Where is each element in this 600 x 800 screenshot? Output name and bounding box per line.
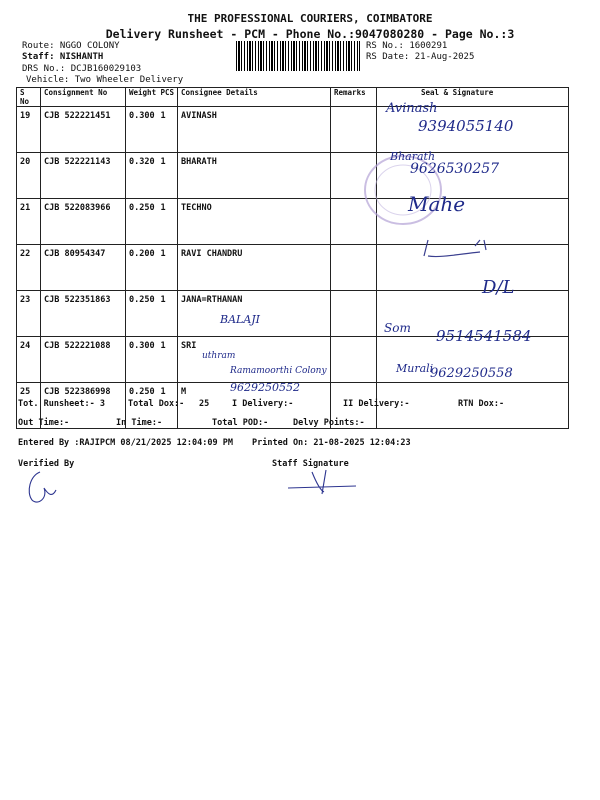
cell-consignee: JANA=RTHANAN (178, 291, 331, 337)
handwritten-consignee-row24: BALAJI (220, 313, 261, 326)
cell-weight: 0.250 (126, 383, 158, 429)
cell-pcs: 1 (158, 199, 178, 245)
rtn-dox: RTN Dox:- (458, 399, 505, 409)
cell-pcs: 1 (158, 153, 178, 199)
vehicle: Vehicle: Two Wheeler Delivery (26, 75, 184, 85)
i-delivery: I Delivery:- (232, 399, 294, 409)
cell-sno: 24 (17, 337, 41, 383)
cell-weight: 0.300 (126, 337, 158, 383)
in-time: In Time:- (116, 418, 163, 428)
cell-consignee: M (178, 383, 331, 429)
cell-consignee: SRI (178, 337, 331, 383)
staff-signature-mark (282, 468, 362, 496)
staff: Staff: NISHANTH (22, 52, 104, 62)
col-consignee: Consignee Details (178, 88, 331, 107)
handwritten-address-row25: Ramamoorthi Colony (230, 366, 327, 376)
cell-consignment: CJB 522351863 (41, 291, 126, 337)
col-pcs: PCS (158, 88, 178, 107)
handwritten-phone-row24: 9514541584 (436, 327, 532, 345)
printed-on: Printed On: 21-08-2025 12:04:23 (252, 438, 411, 448)
cell-pcs: 1 (158, 291, 178, 337)
handwritten-phone-row20: 9626530257 (410, 161, 500, 177)
cell-weight: 0.250 (126, 291, 158, 337)
cell-pcs: 1 (158, 245, 178, 291)
handwritten-phone-row25: 9629250552 (230, 381, 300, 394)
cell-remarks (331, 337, 377, 383)
rs-date: RS Date: 21-Aug-2025 (366, 52, 475, 62)
cell-consignee: AVINASH (178, 107, 331, 153)
cell-consignee: RAVI CHANDRU (178, 245, 331, 291)
handwritten-signature-row20: Bharath (390, 150, 436, 163)
handwritten-signature-phone-row25: 9629250558 (430, 366, 513, 381)
cell-consignment: CJB 522386998 (41, 383, 126, 429)
col-seal-signature: Seal & Signature (377, 88, 569, 107)
total-runsheet: Tot. Runsheet:- 3 (18, 399, 105, 409)
cell-pcs: 1 (158, 383, 178, 429)
handwritten-signature-row19: Avinash (386, 101, 438, 116)
cell-weight: 0.250 (126, 199, 158, 245)
cell-weight: 0.300 (126, 107, 158, 153)
cell-consignment: CJB 80954347 (41, 245, 126, 291)
cell-remarks (331, 107, 377, 153)
handwritten-mark-row23: D/L (482, 277, 515, 298)
ii-delivery: II Delivery:- (343, 399, 410, 409)
cell-consignment: CJB 522221451 (41, 107, 126, 153)
drs-number: DRS No.: DCJB160029103 (22, 64, 142, 74)
cell-consignment: CJB 522221088 (41, 337, 126, 383)
handwritten-scribble-row22 (420, 236, 510, 266)
cell-sno: 19 (17, 107, 41, 153)
handwritten-signature-row25: Murali (396, 362, 434, 375)
cell-remarks (331, 245, 377, 291)
total-pod: Total POD:- (212, 418, 269, 428)
handwritten-signature-row21: Mahe (408, 192, 466, 216)
verified-by-label: Verified By (18, 459, 75, 469)
out-time: Out Time:- (18, 418, 70, 428)
delivery-points: Delvy Points:- (293, 418, 365, 428)
col-consignment: Consignment No (41, 88, 126, 107)
cell-weight: 0.320 (126, 153, 158, 199)
barcode (236, 41, 360, 71)
handwritten-signature-row24: Som (384, 321, 411, 335)
total-dox-label: Total Dox:- (128, 399, 185, 409)
total-dox-value: 25 (199, 399, 210, 409)
rs-number: RS No.: 1600291 (366, 41, 448, 51)
cell-sno: 22 (17, 245, 41, 291)
cell-consignee: BHARATH (178, 153, 331, 199)
cell-consignee: TECHNO (178, 199, 331, 245)
entered-by: Entered By :RAJIPCM 08/21/2025 12:04:09 PM (18, 438, 233, 448)
col-remarks: Remarks (331, 88, 377, 107)
cell-consignment: CJB 522083966 (41, 199, 126, 245)
staff-signature-label: Staff Signature (272, 459, 349, 469)
route: Route: NGGO COLONY (22, 41, 120, 51)
col-sno: S No (17, 88, 41, 107)
cell-sno: 20 (17, 153, 41, 199)
cell-pcs: 1 (158, 337, 178, 383)
table-header-row (17, 88, 569, 107)
cell-remarks (331, 291, 377, 337)
cell-sno: 23 (17, 291, 41, 337)
cell-consignment: CJB 522221143 (41, 153, 126, 199)
handwritten-name-row25: uthram (202, 351, 236, 361)
company-name: THE PROFESSIONAL COURIERS, COIMBATORE (187, 12, 433, 25)
handwritten-phone-row19: 9394055140 (418, 117, 514, 135)
cell-sno: 21 (17, 199, 41, 245)
verifier-signature (22, 468, 72, 508)
runsheet-subtitle: Delivery Runsheet - PCM - Phone No.:9047080280 - Page No.:3 (105, 27, 515, 41)
col-weight: Weight (126, 88, 158, 107)
cell-sno: 25 (17, 383, 41, 429)
cell-pcs: 1 (158, 107, 178, 153)
cell-weight: 0.200 (126, 245, 158, 291)
